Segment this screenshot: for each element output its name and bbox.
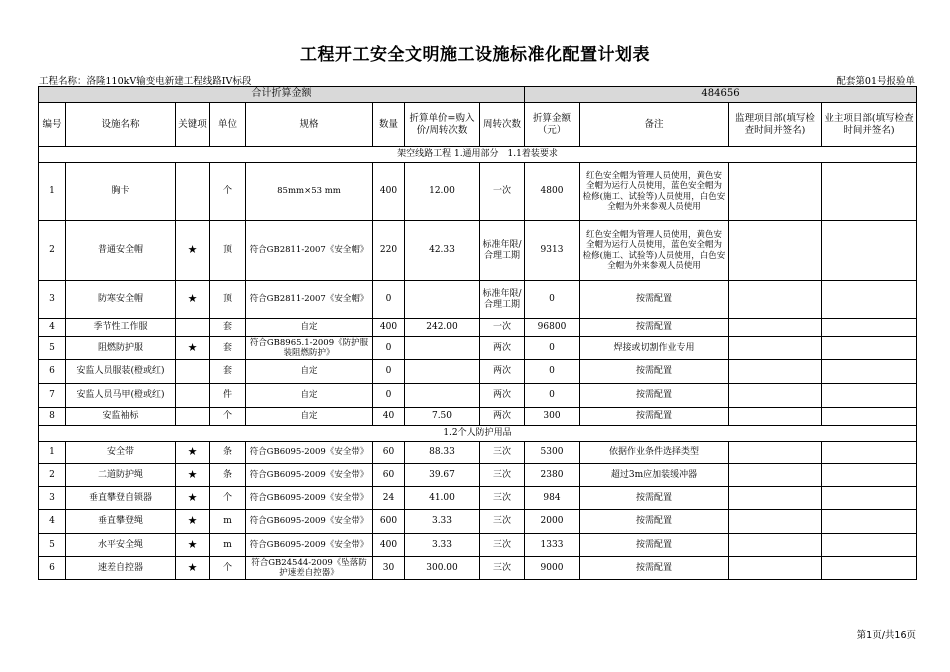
cell-supervisor <box>729 442 822 464</box>
cell-key <box>176 384 210 408</box>
cell-amount: 1333 <box>525 534 580 557</box>
cell-price: 12.00 <box>405 163 480 221</box>
cell-supervisor <box>729 464 822 487</box>
cell-no: 1 <box>39 442 66 464</box>
header-unit: 单位 <box>210 103 246 147</box>
cell-owner <box>822 281 917 319</box>
cell-supervisor <box>729 281 822 319</box>
cell-spec: 自定 <box>246 408 373 426</box>
report-number: 配套第01号报验单 <box>836 76 915 87</box>
cell-turnover: 两次 <box>480 337 525 360</box>
cell-spec: 符合GB2811-2007《安全帽》 <box>246 221 373 281</box>
cell-supervisor <box>729 337 822 360</box>
cell-unit: 个 <box>210 557 246 580</box>
cell-remark: 按需配置 <box>580 557 729 580</box>
cell-key <box>176 319 210 337</box>
cell-key <box>176 360 210 384</box>
cell-qty: 60 <box>373 442 405 464</box>
cell-name: 垂直攀登自锁器 <box>66 487 176 510</box>
cell-spec: 符合GB6095-2009《安全带》 <box>246 510 373 534</box>
total-value: 484656 <box>525 87 917 103</box>
cell-spec: 符合GB6095-2009《安全带》 <box>246 487 373 510</box>
cell-qty: 0 <box>373 337 405 360</box>
header-no: 编号 <box>39 103 66 147</box>
cell-key: ★ <box>176 557 210 580</box>
cell-turnover: 两次 <box>480 384 525 408</box>
cell-price: 3.33 <box>405 510 480 534</box>
cell-remark: 按需配置 <box>580 534 729 557</box>
cell-remark: 按需配置 <box>580 281 729 319</box>
total-label: 合计折算金额 <box>39 87 525 103</box>
cell-remark: 按需配置 <box>580 408 729 426</box>
table-row <box>39 163 917 221</box>
table-row <box>39 464 917 487</box>
cell-remark: 超过3m应加装缓冲器 <box>580 464 729 487</box>
cell-qty: 24 <box>373 487 405 510</box>
cell-supervisor <box>729 163 822 221</box>
cell-no: 7 <box>39 384 66 408</box>
cell-name: 季节性工作服 <box>66 319 176 337</box>
cell-name: 水平安全绳 <box>66 534 176 557</box>
cell-name: 阻燃防护服 <box>66 337 176 360</box>
cell-unit: 个 <box>210 163 246 221</box>
table-row <box>39 442 917 464</box>
cell-unit: 条 <box>210 442 246 464</box>
cell-price: 300.00 <box>405 557 480 580</box>
cell-remark: 按需配置 <box>580 360 729 384</box>
cell-qty: 0 <box>373 281 405 319</box>
cell-spec: 自定 <box>246 384 373 408</box>
cell-spec: 符合GB2811-2007《安全帽》 <box>246 281 373 319</box>
cell-price: 3.33 <box>405 534 480 557</box>
cell-turnover: 三次 <box>480 487 525 510</box>
cell-owner <box>822 510 917 534</box>
cell-amount: 0 <box>525 360 580 384</box>
cell-unit: 套 <box>210 319 246 337</box>
cell-amount: 5300 <box>525 442 580 464</box>
project-name: 工程名称：洛隆110kV输变电新建工程线路IV标段 <box>39 76 252 87</box>
cell-supervisor <box>729 557 822 580</box>
cell-qty: 600 <box>373 510 405 534</box>
cell-no: 5 <box>39 337 66 360</box>
table-row <box>39 408 917 426</box>
cell-remark: 红色安全帽为管理人员使用，黄色安全帽为运行人员使用，蓝色安全帽为检修(施工、试验等)人员使用，白色安全帽为外来参观人员使用 <box>580 163 729 221</box>
cell-spec: 符合GB6095-2009《安全带》 <box>246 442 373 464</box>
cell-spec: 符合GB6095-2009《安全带》 <box>246 464 373 487</box>
cell-no: 2 <box>39 464 66 487</box>
header-price: 折算单价=购入价/周转次数 <box>405 103 480 147</box>
table-row <box>39 487 917 510</box>
cell-remark: 按需配置 <box>580 510 729 534</box>
table-row <box>39 319 917 337</box>
cell-turnover: 一次 <box>480 163 525 221</box>
cell-turnover: 三次 <box>480 510 525 534</box>
cell-qty: 400 <box>373 319 405 337</box>
cell-spec: 85mm×53 mm <box>246 163 373 221</box>
cell-no: 8 <box>39 408 66 426</box>
cell-qty: 400 <box>373 534 405 557</box>
cell-price <box>405 360 480 384</box>
total-row <box>39 87 917 103</box>
cell-remark: 按需配置 <box>580 487 729 510</box>
header-name: 设施名称 <box>66 103 176 147</box>
configuration-table <box>38 86 917 580</box>
table-row <box>39 337 917 360</box>
cell-turnover: 一次 <box>480 319 525 337</box>
cell-key: ★ <box>176 534 210 557</box>
cell-no: 4 <box>39 510 66 534</box>
cell-unit: m <box>210 534 246 557</box>
cell-amount: 96800 <box>525 319 580 337</box>
cell-amount: 9313 <box>525 221 580 281</box>
cell-unit: 顶 <box>210 221 246 281</box>
header-spec: 规格 <box>246 103 373 147</box>
cell-key <box>176 163 210 221</box>
cell-turnover: 三次 <box>480 534 525 557</box>
cell-owner <box>822 360 917 384</box>
table-row <box>39 221 917 281</box>
cell-price <box>405 337 480 360</box>
cell-name: 胸卡 <box>66 163 176 221</box>
cell-turnover: 标准年限/合理工期 <box>480 221 525 281</box>
cell-owner <box>822 442 917 464</box>
cell-no: 4 <box>39 319 66 337</box>
cell-price: 88.33 <box>405 442 480 464</box>
cell-turnover: 三次 <box>480 464 525 487</box>
cell-price: 42.33 <box>405 221 480 281</box>
header-row <box>39 103 917 147</box>
cell-name: 普通安全帽 <box>66 221 176 281</box>
cell-supervisor <box>729 221 822 281</box>
cell-remark: 依据作业条件选择类型 <box>580 442 729 464</box>
cell-remark: 红色安全帽为管理人员使用，黄色安全帽为运行人员使用，蓝色安全帽为检修(施工、试验等)人员使用，白色安全帽为外来参观人员使用 <box>580 221 729 281</box>
cell-supervisor <box>729 384 822 408</box>
cell-key: ★ <box>176 464 210 487</box>
cell-key: ★ <box>176 221 210 281</box>
cell-supervisor <box>729 360 822 384</box>
cell-name: 防寒安全帽 <box>66 281 176 319</box>
cell-unit: 套 <box>210 337 246 360</box>
cell-owner <box>822 534 917 557</box>
cell-remark: 按需配置 <box>580 384 729 408</box>
cell-supervisor <box>729 510 822 534</box>
cell-amount: 2000 <box>525 510 580 534</box>
cell-turnover: 三次 <box>480 442 525 464</box>
header-amount: 折算金额（元） <box>525 103 580 147</box>
cell-qty: 30 <box>373 557 405 580</box>
cell-spec: 符合GB6095-2009《安全带》 <box>246 534 373 557</box>
cell-name: 二道防护绳 <box>66 464 176 487</box>
cell-key: ★ <box>176 337 210 360</box>
cell-qty: 0 <box>373 360 405 384</box>
cell-supervisor <box>729 408 822 426</box>
cell-turnover: 两次 <box>480 408 525 426</box>
section-title: 1.2个人防护用品 <box>39 426 917 442</box>
table-row <box>39 534 917 557</box>
cell-no: 3 <box>39 281 66 319</box>
cell-amount: 984 <box>525 487 580 510</box>
cell-amount: 0 <box>525 337 580 360</box>
cell-owner <box>822 163 917 221</box>
cell-price <box>405 384 480 408</box>
cell-unit: 个 <box>210 408 246 426</box>
cell-supervisor <box>729 319 822 337</box>
section-row <box>39 147 917 163</box>
header-owner: 业主项目部(填写检查时间并签名) <box>822 103 917 147</box>
cell-spec: 符合GB8965.1-2009《防护服装阻燃防护》 <box>246 337 373 360</box>
cell-qty: 400 <box>373 163 405 221</box>
cell-remark: 按需配置 <box>580 319 729 337</box>
cell-price: 242.00 <box>405 319 480 337</box>
cell-spec: 自定 <box>246 319 373 337</box>
cell-key: ★ <box>176 510 210 534</box>
cell-turnover: 标准年限/合理工期 <box>480 281 525 319</box>
cell-name: 垂直攀登绳 <box>66 510 176 534</box>
cell-key: ★ <box>176 281 210 319</box>
cell-unit: m <box>210 510 246 534</box>
cell-owner <box>822 337 917 360</box>
cell-price <box>405 281 480 319</box>
cell-name: 安监人员马甲(橙或红) <box>66 384 176 408</box>
table-row <box>39 360 917 384</box>
header-key: 关键项 <box>176 103 210 147</box>
cell-unit: 个 <box>210 487 246 510</box>
table-row <box>39 510 917 534</box>
cell-name: 安监袖标 <box>66 408 176 426</box>
table-row <box>39 384 917 408</box>
table-row <box>39 557 917 580</box>
cell-unit: 顶 <box>210 281 246 319</box>
cell-owner <box>822 557 917 580</box>
cell-price: 39.67 <box>405 464 480 487</box>
cell-owner <box>822 408 917 426</box>
cell-amount: 0 <box>525 281 580 319</box>
section-row <box>39 426 917 442</box>
cell-name: 安监人员服装(橙或红) <box>66 360 176 384</box>
cell-qty: 60 <box>373 464 405 487</box>
cell-turnover: 两次 <box>480 360 525 384</box>
cell-spec: 自定 <box>246 360 373 384</box>
cell-unit: 条 <box>210 464 246 487</box>
cell-unit: 件 <box>210 384 246 408</box>
cell-owner <box>822 221 917 281</box>
cell-owner <box>822 464 917 487</box>
cell-no: 6 <box>39 360 66 384</box>
header-turnover: 周转次数 <box>480 103 525 147</box>
cell-supervisor <box>729 487 822 510</box>
cell-amount: 4800 <box>525 163 580 221</box>
cell-amount: 2380 <box>525 464 580 487</box>
header-remark: 备注 <box>580 103 729 147</box>
cell-qty: 0 <box>373 384 405 408</box>
cell-amount: 300 <box>525 408 580 426</box>
cell-owner <box>822 384 917 408</box>
cell-qty: 40 <box>373 408 405 426</box>
cell-price: 41.00 <box>405 487 480 510</box>
cell-owner <box>822 319 917 337</box>
cell-key: ★ <box>176 487 210 510</box>
header-qty: 数量 <box>373 103 405 147</box>
cell-qty: 220 <box>373 221 405 281</box>
section-title: 架空线路工程 1.通用部分 1.1着装要求 <box>39 147 917 163</box>
cell-amount: 0 <box>525 384 580 408</box>
cell-spec: 符合GB24544-2009《坠落防护速差自控器》 <box>246 557 373 580</box>
cell-no: 6 <box>39 557 66 580</box>
cell-remark: 焊接或切割作业专用 <box>580 337 729 360</box>
document-title: 工程开工安全文明施工设施标准化配置计划表 <box>300 45 650 65</box>
cell-unit: 套 <box>210 360 246 384</box>
cell-no: 3 <box>39 487 66 510</box>
cell-turnover: 三次 <box>480 557 525 580</box>
cell-name: 安全带 <box>66 442 176 464</box>
cell-no: 1 <box>39 163 66 221</box>
cell-amount: 9000 <box>525 557 580 580</box>
cell-key <box>176 408 210 426</box>
cell-supervisor <box>729 534 822 557</box>
page-number: 第1页/共16页 <box>856 630 916 641</box>
cell-no: 5 <box>39 534 66 557</box>
cell-no: 2 <box>39 221 66 281</box>
header-supervisor: 监理项目部(填写检查时间并签名) <box>729 103 822 147</box>
table-row <box>39 281 917 319</box>
cell-name: 速差自控器 <box>66 557 176 580</box>
cell-key: ★ <box>176 442 210 464</box>
cell-price: 7.50 <box>405 408 480 426</box>
cell-owner <box>822 487 917 510</box>
